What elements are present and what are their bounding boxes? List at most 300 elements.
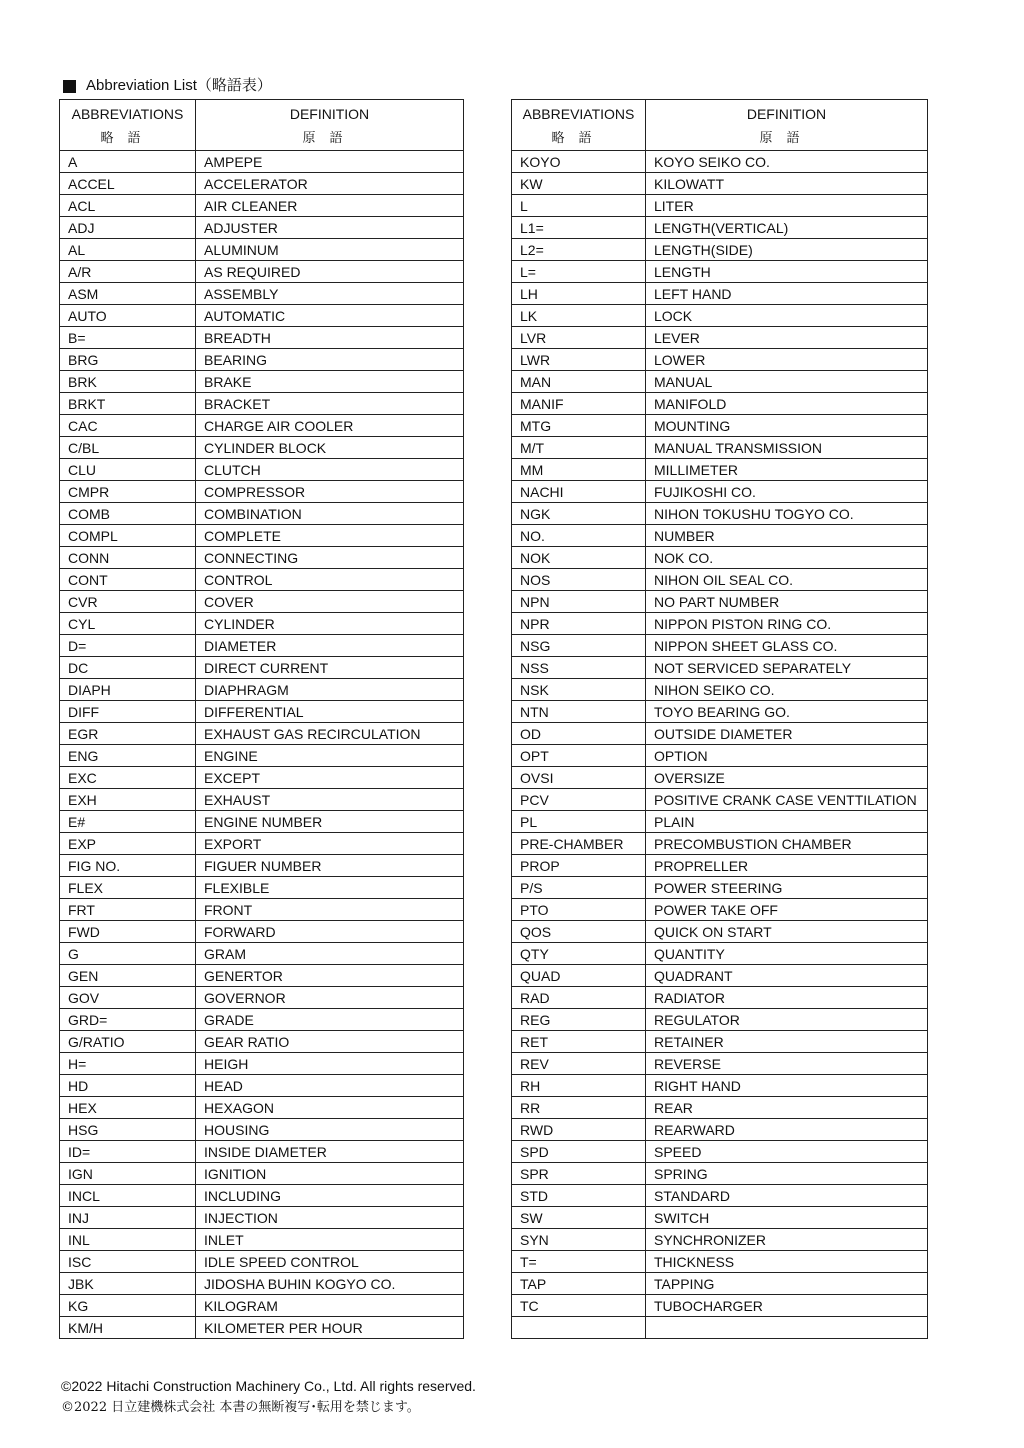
abbreviation-cell: LK [512,305,646,327]
table-row [512,217,928,239]
table-row [60,1163,464,1185]
definition-cell: LENGTH(SIDE) [646,239,928,261]
definition-cell: CLUTCH [196,459,464,481]
definition-cell: NIHON OIL SEAL CO. [646,569,928,591]
table-row [512,371,928,393]
definition-cell: NIHON TOKUSHU TOGYO CO. [646,503,928,525]
abbreviation-cell: P/S [512,877,646,899]
definition-cell: KILOMETER PER HOUR [196,1317,464,1339]
table-row [60,217,464,239]
abbreviation-cell: NGK [512,503,646,525]
definition-cell: REVERSE [646,1053,928,1075]
definition-cell: GEAR RATIO [196,1031,464,1053]
abbreviation-cell: NOS [512,569,646,591]
table-row [512,745,928,767]
abbreviation-cell: G [60,943,196,965]
abbreviation-cell: EGR [60,723,196,745]
abbreviation-cell: REV [512,1053,646,1075]
definition-cell: KILOGRAM [196,1295,464,1317]
definition-cell: ADJUSTER [196,217,464,239]
table-row [60,1009,464,1031]
abbreviation-cell: DC [60,657,196,679]
table-row [512,305,928,327]
table-row [60,1185,464,1207]
abbreviation-cell: M/T [512,437,646,459]
definition-cell: PROPRELLER [646,855,928,877]
definition-cell: EXPORT [196,833,464,855]
definition-cell: EXCEPT [196,767,464,789]
abbreviation-cell: OD [512,723,646,745]
table-row [512,943,928,965]
table-row [60,305,464,327]
abbreviation-cell: MANIF [512,393,646,415]
table-row [512,679,928,701]
abbreviation-cell: DIFF [60,701,196,723]
table-row [60,525,464,547]
abbreviation-cell: NACHI [512,481,646,503]
abbreviation-cell: AUTO [60,305,196,327]
table-row [512,591,928,613]
column-header-abbreviations [60,100,196,151]
abbreviation-cell: QTY [512,943,646,965]
definition-cell: EXHAUST [196,789,464,811]
definition-cell: NO PART NUMBER [646,591,928,613]
definition-cell: OUTSIDE DIAMETER [646,723,928,745]
table-row [60,921,464,943]
definition-cell: DIRECT CURRENT [196,657,464,679]
definition-cell: QUICK ON START [646,921,928,943]
abbreviation-cell: INJ [60,1207,196,1229]
definition-cell: AUTOMATIC [196,305,464,327]
definition-cell: MANUAL [646,371,928,393]
abbreviation-cell: L= [512,261,646,283]
table-row [512,1295,928,1317]
square-bullet-icon [63,80,76,93]
table-row [512,1273,928,1295]
table-row [512,1009,928,1031]
abbreviation-cell: QOS [512,921,646,943]
table-row [60,173,464,195]
abbreviation-cell: KM/H [60,1317,196,1339]
abbreviation-cell: L2= [512,239,646,261]
abbreviation-cell: H= [60,1053,196,1075]
definition-cell: BRAKE [196,371,464,393]
definition-cell: SPEED [646,1141,928,1163]
table-row [60,679,464,701]
abbreviation-cell: LH [512,283,646,305]
footer-copyright-jp: ©2022 日立建機株式会社 本書の無断複写･転用を禁じます。 [61,1400,420,1415]
table-row [60,503,464,525]
table-row [512,349,928,371]
abbreviation-cell: SPR [512,1163,646,1185]
definition-cell: NIPPON PISTON RING CO. [646,613,928,635]
table-row [60,855,464,877]
abbreviation-cell: ISC [60,1251,196,1273]
abbreviation-cell [512,1317,646,1339]
definition-cell: MANUAL TRANSMISSION [646,437,928,459]
definition-cell: QUADRANT [646,965,928,987]
definition-cell: SPRING [646,1163,928,1185]
abbreviation-cell: EXH [60,789,196,811]
table-row [60,965,464,987]
page-title-text: Abbreviation List（略語表） [86,77,272,94]
abbreviation-cell: ASM [60,283,196,305]
table-row [60,1097,464,1119]
definition-cell: GENERTOR [196,965,464,987]
abbreviation-cell: ENG [60,745,196,767]
table-row [512,1207,928,1229]
abbreviation-cell: COMB [60,503,196,525]
definition-cell: FLEXIBLE [196,877,464,899]
table-row [512,569,928,591]
definition-cell: NIPPON SHEET GLASS CO. [646,635,928,657]
table-row [512,855,928,877]
definition-cell: IDLE SPEED CONTROL [196,1251,464,1273]
table-row [512,1185,928,1207]
table-row [60,371,464,393]
table-row [60,151,464,173]
abbreviation-table-right [511,99,928,1339]
table-row [60,349,464,371]
definition-cell: LENGTH(VERTICAL) [646,217,928,239]
abbreviation-cell: PROP [512,855,646,877]
definition-cell: LEFT HAND [646,283,928,305]
abbreviation-cell: ID= [60,1141,196,1163]
definition-cell: LOWER [646,349,928,371]
definition-cell: PRECOMBUSTION CHAMBER [646,833,928,855]
column-header-abbreviations [512,100,646,151]
header-abbreviations-en: ABBREVIATIONS [71,105,184,122]
table-row [60,1075,464,1097]
definition-cell: BRACKET [196,393,464,415]
definition-cell: NUMBER [646,525,928,547]
definition-cell: BEARING [196,349,464,371]
abbreviation-cell: HEX [60,1097,196,1119]
table-row [60,239,464,261]
abbreviation-cell: PRE-CHAMBER [512,833,646,855]
table-row [512,327,928,349]
definition-cell: AMPEPE [196,151,464,173]
abbreviation-cell: IGN [60,1163,196,1185]
abbreviation-cell: GEN [60,965,196,987]
table-row [60,283,464,305]
table-row [60,1273,464,1295]
abbreviation-cell: PTO [512,899,646,921]
abbreviation-cell: BRKT [60,393,196,415]
abbreviation-cell: MTG [512,415,646,437]
definition-cell: FUJIKOSHI CO. [646,481,928,503]
table-row [512,767,928,789]
definition-cell: INJECTION [196,1207,464,1229]
table-row [60,745,464,767]
column-header-definition [196,100,464,151]
table-row [60,415,464,437]
definition-cell: RETAINER [646,1031,928,1053]
table-row [60,591,464,613]
abbreviation-cell: LVR [512,327,646,349]
definition-cell: AIR CLEANER [196,195,464,217]
table-row [512,833,928,855]
table-row [60,1251,464,1273]
abbreviation-cell: JBK [60,1273,196,1295]
abbreviation-cell: B= [60,327,196,349]
abbreviation-cell: RET [512,1031,646,1053]
table-row [60,261,464,283]
definition-cell: BREADTH [196,327,464,349]
abbreviation-cell: RH [512,1075,646,1097]
table-row [60,1053,464,1075]
table-body-left [60,151,464,1339]
abbreviation-cell: FIG NO. [60,855,196,877]
definition-cell: LOCK [646,305,928,327]
definition-cell: FORWARD [196,921,464,943]
table-row [60,195,464,217]
table-row [512,195,928,217]
table-row [60,943,464,965]
table-row [60,987,464,1009]
definition-cell: CONNECTING [196,547,464,569]
definition-cell: PLAIN [646,811,928,833]
definition-cell: ASSEMBLY [196,283,464,305]
table-row [512,701,928,723]
definition-cell: POWER STEERING [646,877,928,899]
page-title [63,76,272,96]
table-row [60,1119,464,1141]
abbreviation-cell: NPN [512,591,646,613]
abbreviation-cell: ACCEL [60,173,196,195]
table-row [60,547,464,569]
header-definition-jp: 原語 [759,130,814,146]
table-row [512,261,928,283]
definition-cell [646,1317,928,1339]
definition-cell: DIAMETER [196,635,464,657]
abbreviation-cell: STD [512,1185,646,1207]
abbreviation-cell: NSS [512,657,646,679]
table-row [60,1141,464,1163]
definition-cell: NOT SERVICED SEPARATELY [646,657,928,679]
table-row [60,1229,464,1251]
abbreviation-cell: CAC [60,415,196,437]
table-row [60,833,464,855]
table-row [512,283,928,305]
abbreviation-cell: OPT [512,745,646,767]
table-row [512,789,928,811]
abbreviation-cell: RWD [512,1119,646,1141]
table-header-row [60,100,464,151]
abbreviation-cell: COMPL [60,525,196,547]
table-row [512,525,928,547]
table-row [512,547,928,569]
abbreviation-cell: A/R [60,261,196,283]
definition-cell: MANIFOLD [646,393,928,415]
table-row [60,437,464,459]
abbreviation-cell: NPR [512,613,646,635]
abbreviation-cell: PL [512,811,646,833]
definition-cell: KILOWATT [646,173,928,195]
definition-cell: ENGINE [196,745,464,767]
definition-cell: ENGINE NUMBER [196,811,464,833]
definition-cell: INSIDE DIAMETER [196,1141,464,1163]
table-row [512,1075,928,1097]
definition-cell: OVERSIZE [646,767,928,789]
table-row [60,459,464,481]
definition-cell: GRAM [196,943,464,965]
table-row [512,415,928,437]
column-header-definition [646,100,928,151]
abbreviation-cell: D= [60,635,196,657]
abbreviation-cell: NSK [512,679,646,701]
definition-cell: MOUNTING [646,415,928,437]
abbreviation-cell: HD [60,1075,196,1097]
table-row [512,657,928,679]
abbreviation-cell: QUAD [512,965,646,987]
abbreviation-cell: CMPR [60,481,196,503]
table-row [512,921,928,943]
definition-cell: NOK CO. [646,547,928,569]
table-row [60,1317,464,1339]
table-row [512,503,928,525]
abbreviation-cell: TAP [512,1273,646,1295]
definition-cell: CYLINDER [196,613,464,635]
abbreviation-cell: FRT [60,899,196,921]
definition-cell: LITER [646,195,928,217]
table-row [512,481,928,503]
table-row [60,481,464,503]
abbreviation-cell: T= [512,1251,646,1273]
abbreviation-cell: EXP [60,833,196,855]
header-abbreviations-en: ABBREVIATIONS [522,105,635,122]
abbreviation-cell: SPD [512,1141,646,1163]
definition-cell: TUBOCHARGER [646,1295,928,1317]
abbreviation-cell: A [60,151,196,173]
table-row [60,877,464,899]
table-row [60,569,464,591]
definition-cell: INLET [196,1229,464,1251]
definition-cell: RADIATOR [646,987,928,1009]
table-row [512,173,928,195]
definition-cell: COVER [196,591,464,613]
definition-cell: RIGHT HAND [646,1075,928,1097]
abbreviation-cell: ADJ [60,217,196,239]
definition-cell: SWITCH [646,1207,928,1229]
abbreviation-cell: SYN [512,1229,646,1251]
abbreviation-cell: KOYO [512,151,646,173]
table-row [512,1229,928,1251]
definition-cell: INCLUDING [196,1185,464,1207]
definition-cell: DIFFERENTIAL [196,701,464,723]
abbreviation-table-left [59,99,464,1339]
table-row [60,327,464,349]
abbreviation-cell: NOK [512,547,646,569]
abbreviation-cell: CYL [60,613,196,635]
abbreviation-cell: FLEX [60,877,196,899]
definition-cell: ACCELERATOR [196,173,464,195]
definition-cell: FRONT [196,899,464,921]
table-row [512,965,928,987]
definition-cell: CYLINDER BLOCK [196,437,464,459]
definition-cell: IGNITION [196,1163,464,1185]
table-row [60,899,464,921]
header-abbreviations-jp: 略語 [551,130,606,146]
table-header-row [512,100,928,151]
abbreviation-cell: MAN [512,371,646,393]
footer-copyright-en: ©2022 Hitachi Construction Machinery Co., Ltd. All rights reserved. [61,1378,476,1394]
table-row [60,811,464,833]
abbreviation-cell: G/RATIO [60,1031,196,1053]
header-definition-en: DEFINITION [746,105,827,122]
table-row [512,987,928,1009]
definition-cell: REARWARD [646,1119,928,1141]
definition-cell: JIDOSHA BUHIN KOGYO CO. [196,1273,464,1295]
abbreviation-cell: BRK [60,371,196,393]
table-row [512,1163,928,1185]
table-row [512,1251,928,1273]
definition-cell: MILLIMETER [646,459,928,481]
table-row [60,1031,464,1053]
abbreviation-cell: GOV [60,987,196,1009]
definition-cell: ALUMINUM [196,239,464,261]
table-row [512,1031,928,1053]
definition-cell: AS REQUIRED [196,261,464,283]
table-row [512,1097,928,1119]
definition-cell: DIAPHRAGM [196,679,464,701]
definition-cell: NIHON SEIKO CO. [646,679,928,701]
table-row [60,613,464,635]
definition-cell: TAPPING [646,1273,928,1295]
table-row [60,789,464,811]
abbreviation-cell: HSG [60,1119,196,1141]
definition-cell: REAR [646,1097,928,1119]
table-row [60,767,464,789]
table-row [512,635,928,657]
abbreviation-cell: CVR [60,591,196,613]
abbreviation-cell: BRG [60,349,196,371]
table-row [60,393,464,415]
abbreviation-cell: ACL [60,195,196,217]
table-row [512,723,928,745]
abbreviation-cell: NTN [512,701,646,723]
abbreviation-cell: EXC [60,767,196,789]
definition-cell: LENGTH [646,261,928,283]
definition-cell: POSITIVE CRANK CASE VENTTILATION [646,789,928,811]
definition-cell: THICKNESS [646,1251,928,1273]
definition-cell: HOUSING [196,1119,464,1141]
abbreviation-cell: AL [60,239,196,261]
abbreviation-cell: REG [512,1009,646,1031]
table-row [512,811,928,833]
definition-cell: COMBINATION [196,503,464,525]
definition-cell: HEXAGON [196,1097,464,1119]
abbreviation-cell: LWR [512,349,646,371]
abbreviation-cell: L1= [512,217,646,239]
definition-cell: GOVERNOR [196,987,464,1009]
definition-cell: OPTION [646,745,928,767]
abbreviation-cell: OVSI [512,767,646,789]
abbreviation-cell: KG [60,1295,196,1317]
definition-cell: SYNCHRONIZER [646,1229,928,1251]
table-row [512,899,928,921]
definition-cell: HEIGH [196,1053,464,1075]
table-row [512,613,928,635]
abbreviation-cell: NO. [512,525,646,547]
abbreviation-cell: NSG [512,635,646,657]
abbreviation-cell: CONT [60,569,196,591]
table-row [60,657,464,679]
header-abbreviations-jp: 略語 [100,130,155,146]
definition-cell: FIGUER NUMBER [196,855,464,877]
definition-cell: GRADE [196,1009,464,1031]
abbreviation-cell: GRD= [60,1009,196,1031]
